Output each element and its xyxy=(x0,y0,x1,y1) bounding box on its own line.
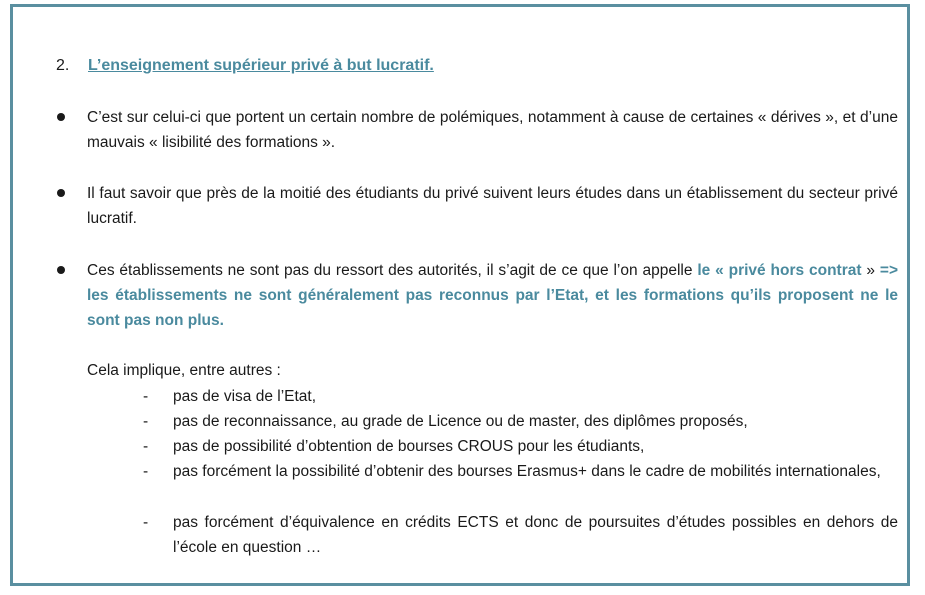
bullet-3-highlight-1: le « privé hors contrat xyxy=(697,262,862,279)
list-dash: - xyxy=(143,438,149,455)
bullet-icon xyxy=(57,189,65,197)
implication-item-1: pas de visa de l’Etat, xyxy=(173,388,317,405)
implication-item-2: pas de reconnaissance, au grade de Licence ou de master, des diplômes proposés, xyxy=(173,413,748,430)
bullet-3-text-middle: » xyxy=(861,262,880,279)
implication-item-5: pas forcément d’équivalence en crédits ECTS et donc de poursuites d’études possibles en dehors de l’école en question … xyxy=(173,514,898,556)
list-dash: - xyxy=(143,514,149,531)
bullet-paragraph-1: C’est sur celui-ci que portent un certain nombre de polémiques, notamment à cause de certaines « dérives », et d’une mauvais « lisibilité des formations ». xyxy=(87,109,898,151)
list-dash: - xyxy=(143,413,149,430)
section-heading xyxy=(56,56,434,76)
bullet-icon xyxy=(57,266,65,274)
implication-item-3: pas de possibilité d’obtention de bourses CROUS pour les étudiants, xyxy=(173,438,645,455)
bullet-3-highlight-2: => les établissements ne sont généralement pas reconnus par l’Etat, et les formations qu’ils proposent ne le sont pas non plus. xyxy=(87,262,898,329)
bullet-icon xyxy=(57,113,65,121)
list-dash: - xyxy=(143,463,149,480)
list-dash: - xyxy=(143,388,149,405)
section-title: L’enseignement supérieur privé à but lucratif. xyxy=(88,57,434,74)
implications-intro: Cela implique, entre autres : xyxy=(87,362,281,379)
bullet-paragraph-2: Il faut savoir que près de la moitié des étudiants du privé suivent leurs études dans un établissement du secteur privé lucratif. xyxy=(87,185,898,227)
section-number: 2. xyxy=(56,57,70,74)
bullet-3-text-before: Ces établissements ne sont pas du ressort des autorités, il s’agit de ce que l’on appelle xyxy=(87,262,698,279)
implication-item-4: pas forcément la possibilité d’obtenir des bourses Erasmus+ dans le cadre de mobilités internationales, xyxy=(173,463,881,480)
bullet-paragraph-3 xyxy=(87,258,898,333)
